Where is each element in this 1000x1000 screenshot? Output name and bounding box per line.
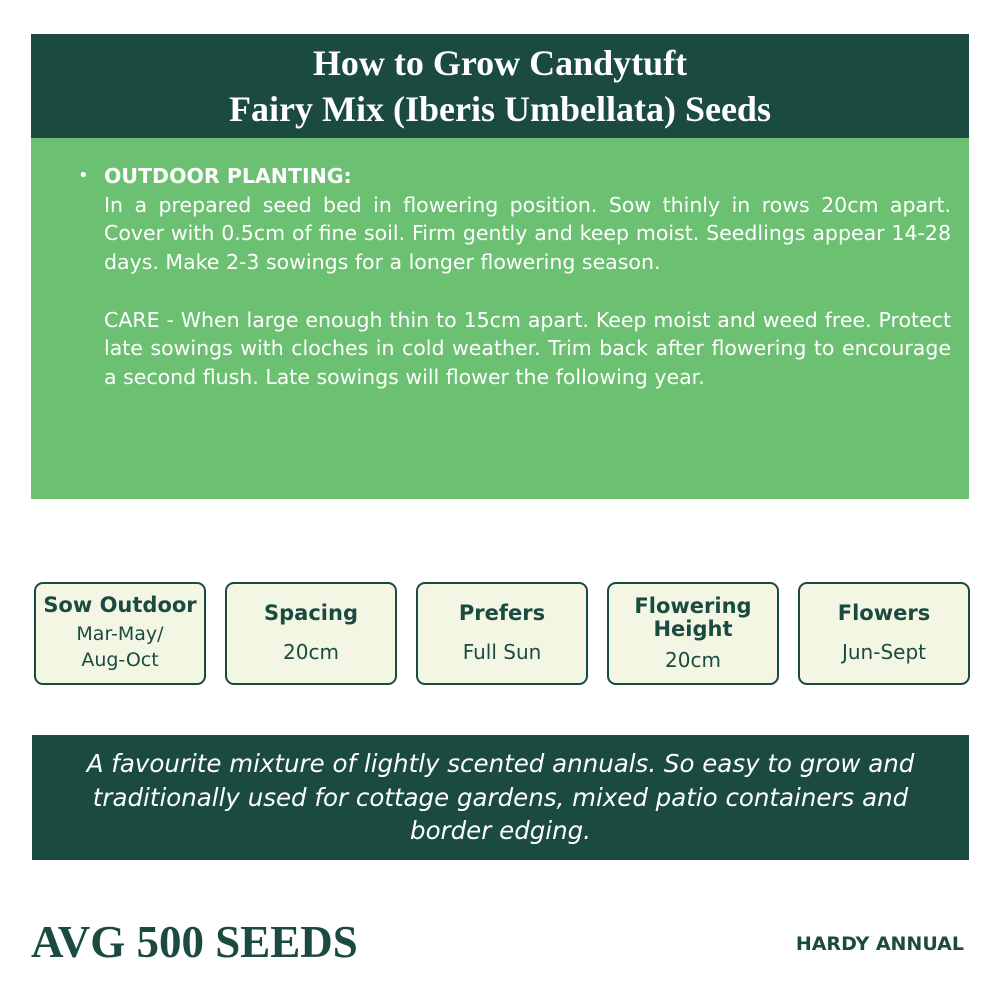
plant-type-label: HARDY ANNUAL: [795, 933, 964, 955]
info-box-value: Full Sun: [462, 640, 542, 664]
outdoor-planting-heading: OUTDOOR PLANTING:: [104, 164, 352, 188]
bullet-icon: •: [78, 165, 89, 186]
info-box-prefers: [416, 582, 588, 685]
title-line-2: Fairy Mix (Iberis Umbellata) Seeds: [229, 89, 771, 129]
info-box-label: Spacing: [264, 601, 358, 625]
title-banner: [31, 34, 969, 138]
planting-text: In a prepared seed bed in flowering position. Sow thinly in rows 20cm apart. Cover with 0.5cm of fine soil. Firm gently and keep moist. Seedlings appear 14-28 days. Make 2-3 sowings for a longer flowering season.: [104, 192, 951, 275]
info-box-flowers: [798, 582, 970, 685]
info-box-value: 20cm: [283, 640, 339, 664]
info-box-flowering-height: [607, 582, 779, 685]
seed-count: AVG 500 SEEDS: [31, 917, 358, 967]
paragraph-gap: [104, 277, 951, 306]
tagline-text: A favourite mixture of lightly scented annuals. So easy to grow and traditionally used for cottage gardens, mixed patio containers and border edging.: [86, 749, 915, 846]
instructions-body: [104, 162, 951, 392]
info-box-spacing: [225, 582, 397, 685]
care-text: CARE - When large enough thin to 15cm apart. Keep moist and weed free. Protect late sowings with cloches in cold weather. Trim back after flowering to encourage a second flush. Late sowings will flower the following year.: [104, 307, 951, 389]
title-line-1: How to Grow Candytuft: [312, 43, 688, 83]
info-box-label: Flowering Height: [634, 593, 752, 641]
info-box-value: Jun-Sept: [841, 640, 926, 664]
info-box-value: 20cm: [665, 647, 721, 672]
info-box-row: [34, 582, 970, 685]
info-box-label: Prefers: [458, 601, 546, 625]
info-box-sow-outdoor: [34, 582, 206, 685]
info-box-value: Mar-May/ Aug-Oct: [76, 623, 164, 671]
info-box-label: Sow Outdoor: [43, 593, 197, 617]
tagline-banner: [32, 735, 969, 860]
info-box-label: Flowers: [837, 601, 931, 625]
instructions-panel: [31, 138, 969, 499]
outdoor-planting-item: [74, 162, 951, 392]
